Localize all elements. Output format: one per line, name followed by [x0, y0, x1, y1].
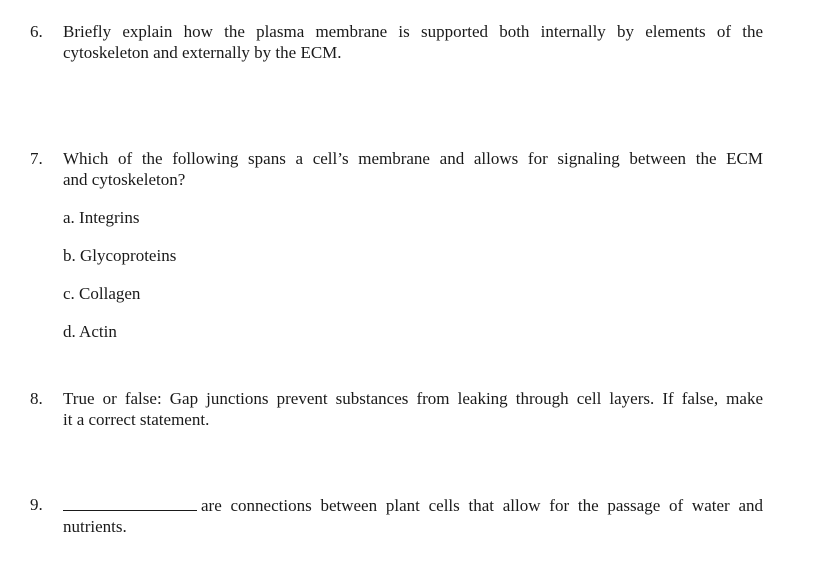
question-number: 8. — [30, 389, 43, 408]
question-text-line — [63, 494, 763, 516]
question-text — [63, 21, 763, 63]
question-text-line: cytoskeleton and externally by the ECM. — [63, 43, 342, 62]
question-text-segment: are connections between plant cells that allow for the passage of water and — [201, 496, 763, 515]
question-number: 6. — [30, 22, 43, 41]
fill-in-blank[interactable] — [63, 494, 197, 511]
question-text — [63, 494, 763, 537]
question-text-line: nutrients. — [63, 517, 127, 536]
answer-option-d: d. Actin — [63, 322, 117, 341]
question-text-line: it a correct statement. — [63, 410, 210, 429]
question-text — [63, 148, 763, 190]
question-text-line: Briefly explain how the plasma membrane is supported both internally by elements of the — [63, 22, 763, 41]
question-text-line: True or false: Gap junctions prevent substances from leaking through cell layers. If false, make — [63, 389, 763, 408]
question-text-line: Which of the following spans a cell’s membrane and allows for signaling between the ECM — [63, 149, 763, 168]
answer-option-b: b. Glycoproteins — [63, 246, 177, 265]
question-number: 9. — [30, 495, 43, 514]
answer-option-c: c. Collagen — [63, 284, 141, 303]
question-text — [63, 388, 763, 430]
question-number: 7. — [30, 149, 43, 168]
question-text-line: and cytoskeleton? — [63, 170, 186, 189]
answer-option-a: a. Integrins — [63, 208, 140, 227]
